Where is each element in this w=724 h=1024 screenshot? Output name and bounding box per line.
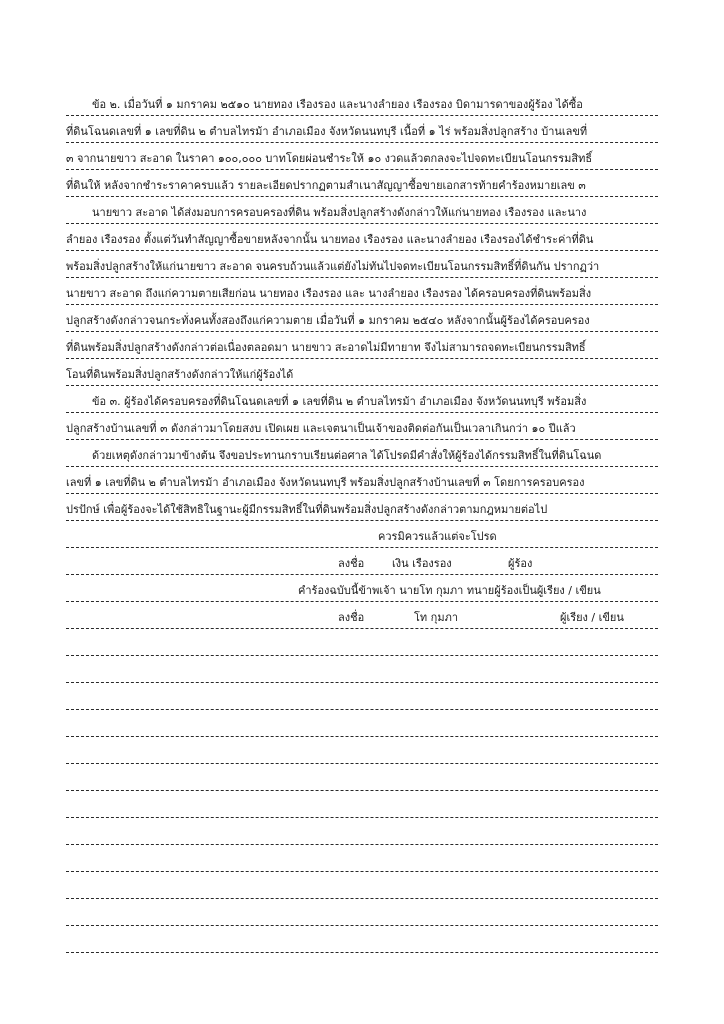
blank-line xyxy=(66,656,658,683)
paragraph-text: ปลูกสร้างบ้านเลขที่ ๓ ดังกล่าวมาโดยสงบ เปิดเผย และเจตนาเป็นเจ้าของติดต่อกันเป็นเวลาเกินกว่า ๑๐ ปีแล้ว xyxy=(66,422,576,435)
paragraph-text: ปลูกสร้างดังกล่าวจนกระทั่งคนทั้งสองถึงแก่ความตาย เมื่อวันที่ ๑ มกราคม ๒๕๔๐ หลังจากนั้นผู้ร้องได้ครอบครอง xyxy=(66,314,590,327)
text-line xyxy=(66,413,658,440)
text-line xyxy=(66,359,658,386)
text-line xyxy=(66,170,658,197)
blank-line xyxy=(66,710,658,737)
signature-line xyxy=(66,548,658,575)
blank-line xyxy=(66,737,658,764)
paragraph-text: นายขาว สะอาด ถึงแก่ความตายเสียก่อน นายทอง เรืองรอง และ นางลำยอง เรืองรอง ได้ครอบครองที่ดินพร้อมสิ่ง xyxy=(66,287,592,300)
paragraph-text: ลำยอง เรืองรอง ตั้งแต่วันทำสัญญาซื้อขายหลังจากนั้น นายทอง เรืองรอง และนางลำยอง เรืองรองได้ชำระค่าที่ดิน xyxy=(66,233,594,246)
signature-line xyxy=(66,602,658,629)
text-line xyxy=(66,89,658,116)
drafter-line xyxy=(66,575,658,602)
text-line xyxy=(66,251,658,278)
signature-name: โท กุมภา xyxy=(414,611,458,624)
text-line xyxy=(66,143,658,170)
blank-line xyxy=(66,629,658,656)
blank-line xyxy=(66,926,658,953)
text-line xyxy=(66,116,658,143)
text-line xyxy=(66,278,658,305)
signature-label: ลงชื่อ xyxy=(338,611,365,624)
paragraph-text: ข้อ ๓. ผู้ร้องได้ครอบครองที่ดินโฉนดเลขที่ ๑ เลขที่ดิน ๒ ตำบลไทรม้า อำเภอเมือง จังหวัดนนทบุรี พร้อมสิ่ง xyxy=(92,395,587,408)
paragraph-text: ๓ จากนายขาว สะอาด ในราคา ๑๐๐,๐๐๐ บาทโดยผ่อนชำระให้ ๑๐ งวดแล้วตกลงจะไปจดทะเบียนโอนกรรมสิทธิ์ xyxy=(66,152,593,165)
paragraph-text: พร้อมสิ่งปลูกสร้างให้แก่นายขาว สะอาด จนครบถ้วนแล้วแต่ยังไม่ทันไปจดทะเบียนโอนกรรมสิทธิ์ที่ดินกัน ปรากฏว่า xyxy=(66,260,600,273)
paragraph-text: ที่ดินพร้อมสิ่งปลูกสร้างดังกล่าวต่อเนื่องตลอดมา นายขาว สะอาดไม่มีทายาท จึงไม่สามารถจดทะเบียนกรรมสิทธิ์ xyxy=(66,341,586,354)
blank-line xyxy=(66,872,658,899)
drafter-note: คำร้องฉบับนี้ข้าพเจ้า นายโท กุมภา ทนายผู้ร้องเป็นผู้เรียง / เขียน xyxy=(298,584,601,597)
paragraph-text: ที่ดินโฉนดเลขที่ ๑ เลขที่ดิน ๒ ตำบลไทรม้า อำเภอเมือง จังหวัดนนทบุรี เนื้อที่ ๑ ไร่ พร้อมสิ่งปลูกสร้าง บ้านเลขที่ xyxy=(66,125,588,138)
text-line xyxy=(66,332,658,359)
closing-line xyxy=(66,521,658,548)
signature-name: เงิน เรืองรอง xyxy=(392,557,452,570)
signature-label: ลงชื่อ xyxy=(338,557,365,570)
paragraph-text: เลขที่ ๑ เลขที่ดิน ๒ ตำบลไทรม้า อำเภอเมือง จังหวัดนนทบุรี พร้อมสิ่งปลูกสร้างบ้านเลขที่ ๓ โดยการครอบครอง xyxy=(66,476,585,489)
blank-line xyxy=(66,764,658,791)
text-line xyxy=(66,224,658,251)
paragraph-text: ที่ดินให้ หลังจากชำระราคาครบแล้ว รายละเอียดปรากฏตามสำเนาสัญญาซื้อขายเอกสารท้ายคำร้องหมายเลข ๓ xyxy=(66,179,586,192)
signature-role: ผู้เรียง / เขียน xyxy=(560,611,624,624)
signature-role: ผู้ร้อง xyxy=(508,557,533,570)
text-line xyxy=(66,467,658,494)
paragraph-text: ข้อ ๒. เมื่อวันที่ ๑ มกราคม ๒๕๑๐ นายทอง เรืองรอง และนางลำยอง เรืองรอง บิดามารดาของผู้ร้อง ได้ซื้อ xyxy=(92,98,583,111)
paragraph-text: ด้วยเหตุดังกล่าวมาข้างต้น จึงขอประทานกราบเรียนต่อศาล ได้โปรดมีคำสั่งให้ผู้ร้องได้กรรมสิทธิ์ในที่ดินโฉนด xyxy=(92,449,602,462)
paragraph-text: โอนที่ดินพร้อมสิ่งปลูกสร้างดังกล่าวให้แก่ผู้ร้องได้ xyxy=(66,368,294,381)
blank-line xyxy=(66,818,658,845)
text-line xyxy=(66,197,658,224)
paragraph-text: ปรปักษ์ เพื่อผู้ร้องจะได้ใช้สิทธิในฐานะผู้มีกรรมสิทธิ์ในที่ดินพร้อมสิ่งปลูกสร้างดังกล่าวตามกฎหมายต่อไป xyxy=(66,503,548,516)
paragraph-text: นายขาว สะอาด ได้ส่งมอบการครอบครองที่ดิน พร้อมสิ่งปลูกสร้างดังกล่าวให้แก่นายทอง เรืองรอง และนาง xyxy=(92,206,587,219)
closing-text: ควรมิควรแล้วแต่จะโปรด xyxy=(378,530,497,543)
blank-line xyxy=(66,899,658,926)
blank-line xyxy=(66,845,658,872)
text-line xyxy=(66,305,658,332)
text-line xyxy=(66,386,658,413)
text-line xyxy=(66,440,658,467)
blank-line xyxy=(66,791,658,818)
text-line xyxy=(66,494,658,521)
blank-line xyxy=(66,683,658,710)
